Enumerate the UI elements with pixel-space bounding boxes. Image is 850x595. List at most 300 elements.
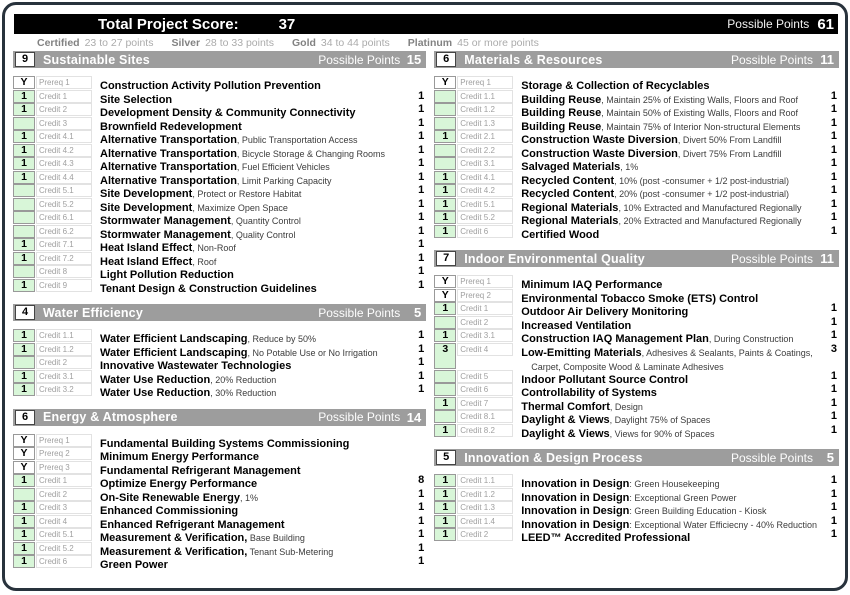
credit-label: Credit 8.2 — [457, 424, 513, 437]
credit-desc: , 10% (post -consumer + 1/2 post-industrial) — [614, 175, 789, 186]
credit-label: Credit 5.2 — [36, 198, 92, 211]
section — [434, 449, 839, 542]
credit-line1 — [521, 343, 813, 360]
score-cell[interactable]: 1 — [434, 302, 456, 315]
credit-row — [13, 488, 426, 502]
score-cell[interactable]: 1 — [434, 171, 456, 184]
score-cell[interactable] — [13, 265, 35, 278]
credit-row — [434, 343, 839, 370]
credit-label: Credit 7.2 — [36, 252, 92, 265]
credit-points: 1 — [418, 224, 425, 237]
section — [434, 51, 839, 241]
credit-row — [434, 225, 839, 239]
credit-desc: , Bicycle Storage & Changing Rooms — [236, 148, 385, 159]
credit-desc: , Divert 50% From Landfill — [677, 135, 782, 145]
credit-points: 1 — [418, 369, 425, 382]
credit-label: Credit 6 — [457, 225, 513, 238]
section-rows — [434, 76, 839, 241]
score-cell[interactable]: 1 — [434, 501, 456, 514]
credit-text — [513, 225, 817, 243]
credit-title: On-Site Renewable Energy — [100, 491, 240, 504]
credit-row — [434, 410, 839, 424]
credit-label: Credit 1.3 — [457, 117, 513, 130]
credit-points: 1 — [418, 528, 425, 540]
score-cell[interactable] — [13, 198, 35, 211]
section-possible-points-value: 14 — [406, 409, 422, 425]
section-score-box: 4 — [15, 305, 35, 320]
score-cell[interactable]: 1 — [434, 130, 456, 143]
credit-label: Credit 2 — [457, 528, 513, 541]
credit-points: 1 — [830, 383, 837, 395]
credit-desc: , Reduce by 50% — [247, 334, 317, 344]
credit-label: Prereq 2 — [457, 289, 513, 302]
credit-label: Credit 4.1 — [457, 171, 513, 184]
section-header-bar — [13, 409, 426, 426]
credit-label: Credit 2 — [36, 103, 92, 116]
credit-title: Innovation in Design — [521, 491, 630, 504]
score-cell[interactable] — [434, 410, 456, 423]
credit-title: Certified Wood — [521, 228, 600, 241]
credit-points: 1 — [830, 329, 837, 341]
credit-title: Measurement & Verification, — [100, 545, 248, 558]
credit-label: Credit 3.1 — [457, 157, 513, 170]
credit-row — [13, 144, 426, 158]
credit-row — [13, 343, 426, 357]
score-cell[interactable]: 1 — [434, 198, 456, 211]
credit-label: Credit 4.4 — [36, 171, 92, 184]
score-cell[interactable]: 1 — [434, 211, 456, 224]
score-cell[interactable]: 1 — [434, 528, 456, 541]
total-score-bar — [14, 14, 838, 34]
credit-line1 — [100, 279, 317, 296]
credit-title: Recycled Content — [521, 174, 615, 187]
credit-label: Credit 1 — [36, 90, 92, 103]
credit-points: 1 — [830, 130, 837, 142]
score-cell[interactable]: 1 — [13, 370, 35, 383]
credit-title: Minimum Energy Performance — [100, 451, 259, 463]
credit-points: 1 — [830, 224, 837, 237]
section-header-bar — [434, 449, 839, 466]
credit-row — [434, 329, 839, 343]
section-header-bar — [13, 51, 426, 68]
score-cell[interactable]: Y — [434, 275, 456, 288]
credit-desc: , No Potable Use or No Irrigation — [247, 347, 378, 358]
section-possible-points-value: 11 — [820, 52, 834, 67]
credit-title: Innovative Wastewater Technologies — [100, 360, 292, 372]
score-cell[interactable]: 1 — [434, 184, 456, 197]
score-cell[interactable]: 1 — [434, 474, 456, 487]
credit-label: Credit 5 — [457, 370, 513, 383]
credit-row — [434, 289, 839, 303]
credit-row — [434, 171, 839, 185]
score-cell[interactable]: 1 — [13, 383, 35, 396]
credit-title: Increased Ventilation — [521, 319, 632, 332]
score-cell[interactable]: 1 — [434, 515, 456, 528]
section-header-bar — [13, 304, 426, 321]
credit-title: Innovation in Design — [521, 505, 630, 517]
score-cell[interactable]: 1 — [13, 343, 35, 356]
credit-title: Enhanced Refrigerant Management — [100, 518, 285, 531]
credit-label: Prereq 2 — [36, 447, 92, 460]
credit-title: Recycled Content — [521, 188, 615, 200]
credit-points: 1 — [418, 383, 425, 395]
credit-row — [13, 370, 426, 384]
credit-desc: , Maintain 50% of Existing Walls, Floors and Roof — [601, 108, 799, 118]
score-cell[interactable]: 1 — [13, 528, 35, 541]
credit-points: 1 — [418, 130, 425, 142]
score-cell[interactable]: Y — [434, 289, 456, 302]
credit-desc: , Daylight 75% of Spaces — [609, 415, 711, 425]
credit-label: Credit 1 — [36, 474, 92, 487]
score-cell[interactable]: 1 — [434, 225, 456, 238]
credit-title: Alternative Transportation — [100, 161, 237, 173]
credit-title: Development Density & Community Connectivity — [100, 107, 356, 119]
credit-points: 1 — [418, 197, 425, 210]
credit-row — [13, 171, 426, 185]
credit-points: 1 — [830, 157, 837, 169]
credit-label: Credit 9 — [36, 279, 92, 292]
credit-desc: , Divert 75% From Landfill — [677, 148, 782, 159]
credit-title: Innovation in Design — [521, 478, 630, 490]
credit-points: 1 — [418, 265, 425, 277]
credit-title: Tenant Design & Construction Guidelines — [100, 282, 317, 295]
credit-points: 1 — [830, 211, 837, 223]
score-cell[interactable] — [434, 383, 456, 396]
credit-points: 1 — [418, 541, 425, 554]
credit-label: Credit 4.3 — [36, 157, 92, 170]
credit-desc: , 1% — [239, 492, 258, 503]
credit-title: Stormwater Management — [100, 215, 231, 227]
credit-title: Measurement & Verification, — [100, 532, 248, 544]
credit-title: Minimum IAQ Performance — [521, 279, 663, 291]
credit-label: Credit 1.2 — [36, 343, 92, 356]
score-cell[interactable]: Y — [434, 76, 456, 89]
credit-label: Credit 6.1 — [36, 211, 92, 224]
credit-desc: , 20% Extracted and Manufactured Regionally — [618, 216, 802, 226]
score-cell[interactable]: Y — [13, 434, 35, 447]
credit-desc: , 10% Extracted and Manufactured Regionally — [618, 202, 802, 213]
credit-desc: , 20% (post -consumer + 1/2 post-industrial) — [614, 189, 789, 199]
credit-points: 1 — [418, 251, 425, 264]
score-cell[interactable] — [434, 144, 456, 157]
section-possible-points-label: Possible Points — [318, 52, 401, 67]
credit-row — [13, 117, 426, 131]
score-cell[interactable]: 1 — [13, 103, 35, 116]
total-possible-points-value: 61 — [817, 15, 834, 33]
credit-row — [434, 474, 839, 488]
score-cell[interactable]: 1 — [13, 90, 35, 103]
credit-row — [434, 130, 839, 144]
credit-row — [13, 356, 426, 370]
credit-label: Credit 6 — [457, 383, 513, 396]
score-cell[interactable] — [434, 370, 456, 383]
credit-label: Credit 6 — [36, 555, 92, 568]
credit-label: Credit 4 — [36, 515, 92, 528]
credit-label: Credit 4.1 — [36, 130, 92, 143]
score-cell[interactable]: 1 — [434, 397, 456, 410]
credit-points: 1 — [830, 184, 837, 196]
credit-points: 1 — [830, 143, 837, 156]
credit-row — [13, 157, 426, 171]
credit-desc: , Fuel Efficient Vehicles — [236, 162, 330, 172]
cert-level-range: 28 to 33 points — [205, 36, 274, 49]
credit-points: 1 — [418, 143, 425, 156]
credit-title: Salvaged Materials — [521, 161, 621, 173]
credit-points: 1 — [830, 528, 837, 540]
credit-row — [13, 225, 426, 239]
credit-points: 1 — [418, 116, 425, 129]
credit-title: Stormwater Management — [100, 228, 231, 241]
credit-title: Fundamental Building Systems Commissioning — [100, 437, 350, 450]
credit-title: Daylight & Views — [521, 427, 610, 440]
credit-label: Prereq 1 — [457, 76, 513, 89]
certification-levels-row — [37, 35, 839, 50]
credit-row — [13, 265, 426, 279]
cert-level-gold — [292, 37, 390, 49]
credit-label: Credit 1.1 — [36, 329, 92, 342]
credit-row — [13, 90, 426, 104]
credit-title: Storage & Collection of Recyclables — [521, 80, 710, 92]
credit-label: Credit 5.2 — [457, 211, 513, 224]
credit-label: Credit 3 — [36, 117, 92, 130]
credit-desc: : Exceptional Green Power — [629, 492, 737, 503]
section — [434, 250, 839, 440]
credit-title: Construction Waste Diversion — [521, 147, 678, 160]
credit-desc: , Adhesives & Sealants, Paints & Coatings, — [641, 347, 813, 358]
score-cell[interactable] — [13, 488, 35, 501]
credit-row — [434, 144, 839, 158]
credit-row — [434, 370, 839, 384]
credit-text — [513, 528, 817, 546]
section-rows — [13, 76, 426, 295]
score-cell[interactable] — [434, 316, 456, 329]
score-cell[interactable]: 1 — [13, 144, 35, 157]
credit-row — [434, 528, 839, 542]
credit-line1 — [521, 528, 690, 545]
section-score-box: 6 — [15, 410, 35, 425]
credit-text — [513, 424, 817, 442]
credit-label: Credit 3 — [36, 501, 92, 514]
credit-text — [92, 555, 404, 573]
score-cell[interactable]: 1 — [13, 501, 35, 514]
section-possible-points-value: 15 — [406, 52, 422, 67]
credit-label: Credit 7 — [457, 397, 513, 410]
section — [13, 304, 426, 397]
credit-points: 1 — [830, 103, 837, 115]
credit-row — [13, 434, 426, 448]
section-title: Innovation & Design Process — [464, 450, 643, 465]
credit-desc: , Roof — [192, 256, 217, 267]
score-cell[interactable]: 1 — [13, 555, 35, 568]
score-cell[interactable]: 1 — [13, 515, 35, 528]
credit-label: Credit 5.2 — [36, 542, 92, 555]
score-cell[interactable]: 1 — [434, 329, 456, 342]
credit-title: Thermal Comfort — [521, 400, 610, 413]
credit-title: Water Efficient Landscaping — [100, 346, 248, 359]
score-cell[interactable] — [13, 117, 35, 130]
score-cell[interactable]: 1 — [13, 542, 35, 555]
cert-level-range: 23 to 27 points — [84, 36, 154, 49]
cert-level-name: Certified — [37, 36, 80, 49]
section-title: Sustainable Sites — [43, 52, 150, 67]
score-cell[interactable]: 1 — [434, 488, 456, 501]
credit-row — [13, 461, 426, 475]
credit-points: 1 — [418, 103, 425, 115]
credit-title: Controllability of Systems — [521, 387, 657, 399]
score-cell[interactable] — [434, 103, 456, 116]
score-cell[interactable] — [13, 211, 35, 224]
score-cell[interactable]: 1 — [13, 474, 35, 487]
score-cell[interactable]: 1 — [13, 329, 35, 342]
credit-points: 1 — [830, 89, 837, 102]
credit-row — [13, 474, 426, 488]
section-header-bar — [434, 250, 839, 267]
section-header-bar — [434, 51, 839, 68]
credit-points: 1 — [830, 116, 837, 129]
score-cell[interactable]: 3 — [434, 343, 456, 369]
credit-title: Building Reuse — [521, 120, 602, 133]
credit-points: 1 — [830, 369, 837, 382]
credit-label: Credit 4.2 — [36, 144, 92, 157]
credit-label: Credit 2.1 — [457, 130, 513, 143]
score-cell[interactable] — [434, 157, 456, 170]
credit-row — [434, 90, 839, 104]
total-possible-points-label: Possible Points — [727, 17, 810, 31]
credit-title: Light Pollution Reduction — [100, 269, 234, 281]
total-score-title: Total Project Score: — [98, 15, 239, 33]
credit-desc: , Maximize Open Space — [192, 202, 288, 213]
credit-desc: Tenant Sub-Metering — [247, 546, 334, 557]
credit-label: Prereq 1 — [36, 434, 92, 447]
score-cell[interactable] — [13, 184, 35, 197]
credit-title: Fundamental Refrigerant Management — [100, 464, 301, 477]
credit-row — [13, 515, 426, 529]
credit-points: 1 — [418, 555, 425, 567]
score-cell[interactable]: 1 — [13, 130, 35, 143]
score-cell[interactable]: 1 — [13, 279, 35, 292]
score-cell[interactable] — [13, 225, 35, 238]
credit-points: 1 — [830, 410, 837, 422]
credit-points: 1 — [830, 474, 837, 486]
score-cell[interactable]: 1 — [434, 424, 456, 437]
section — [13, 409, 426, 569]
credit-label: Credit 2.2 — [457, 144, 513, 157]
credit-title: Outdoor Air Delivery Monitoring — [521, 306, 689, 318]
credit-row — [13, 279, 426, 293]
section-rows — [434, 275, 839, 440]
credit-title: Building Reuse — [521, 93, 602, 106]
credit-title: Site Selection — [100, 93, 173, 106]
credit-points: 1 — [418, 514, 425, 527]
credit-row — [13, 211, 426, 225]
score-cell[interactable]: Y — [13, 461, 35, 474]
credit-label: Credit 4 — [457, 343, 513, 356]
credit-title: Site Development — [100, 201, 193, 214]
credit-label: Credit 1.2 — [457, 103, 513, 116]
score-cell[interactable]: 1 — [13, 238, 35, 251]
credit-title: Alternative Transportation — [100, 147, 237, 160]
credit-row — [434, 117, 839, 131]
credit-row — [13, 501, 426, 515]
credit-desc: , 30% Reduction — [210, 388, 277, 398]
credit-text — [92, 383, 404, 401]
score-cell[interactable] — [434, 117, 456, 130]
score-cell[interactable]: 1 — [13, 157, 35, 170]
credit-line1 — [100, 383, 276, 400]
credit-desc: : Green Housekeeping — [629, 479, 720, 489]
scorecard-columns — [13, 51, 839, 581]
credit-title: Water Efficient Landscaping — [100, 333, 248, 345]
credit-points: 1 — [418, 211, 425, 223]
leed-scorecard-page — [2, 2, 848, 591]
credit-title: Construction Activity Pollution Prevention — [100, 80, 321, 92]
credit-text — [92, 279, 404, 297]
credit-row — [13, 198, 426, 212]
credit-title: LEED™ Accredited Professional — [521, 532, 691, 544]
credit-row — [434, 157, 839, 171]
score-cell[interactable]: 1 — [13, 171, 35, 184]
credit-row — [13, 555, 426, 569]
score-cell[interactable]: Y — [13, 447, 35, 460]
score-cell[interactable]: Y — [13, 76, 35, 89]
credit-row — [434, 211, 839, 225]
credit-points: 1 — [418, 238, 425, 250]
credit-desc: , Quantity Control — [230, 216, 301, 226]
credit-points: 1 — [830, 315, 837, 328]
credit-points: 1 — [830, 423, 837, 436]
credit-desc: Base Building — [247, 533, 305, 543]
credit-row — [434, 302, 839, 316]
credit-row — [13, 329, 426, 343]
credit-line1 — [521, 225, 599, 242]
cert-level-name: Platinum — [407, 36, 453, 49]
cert-level-range: 45 or more points — [457, 36, 539, 49]
score-cell[interactable] — [434, 90, 456, 103]
credit-title: Water Use Reduction — [100, 373, 211, 386]
section-score-box: 6 — [436, 52, 456, 67]
section-possible-points-value: 5 — [826, 450, 834, 465]
credit-points: 1 — [830, 501, 837, 513]
score-cell[interactable] — [13, 356, 35, 369]
credit-label: Credit 1.1 — [457, 90, 513, 103]
credit-label: Credit 6.2 — [36, 225, 92, 238]
cert-level-platinum — [408, 37, 539, 49]
credit-row — [13, 447, 426, 461]
credit-row — [13, 184, 426, 198]
section-score-box: 9 — [15, 52, 35, 67]
credit-title: Construction Waste Diversion — [521, 134, 678, 146]
credit-label: Credit 1.4 — [457, 515, 513, 528]
score-cell[interactable]: 1 — [13, 252, 35, 265]
credit-row — [434, 103, 839, 117]
credit-title: Water Use Reduction — [100, 387, 211, 399]
credit-title: Regional Materials — [521, 201, 619, 214]
section-possible-points-label: Possible Points — [730, 52, 813, 67]
section-possible-points-label: Possible Points — [318, 305, 401, 320]
credit-points: 8 — [418, 474, 425, 486]
section-possible-points-value: 11 — [820, 251, 834, 266]
credit-points: 1 — [418, 501, 425, 513]
credit-row — [13, 528, 426, 542]
credit-title: Optimize Energy Performance — [100, 478, 258, 490]
credit-label: Credit 5.1 — [36, 184, 92, 197]
credit-points: 1 — [418, 184, 425, 196]
credit-desc: , 20% Reduction — [210, 374, 277, 385]
credit-title: Regional Materials — [521, 215, 619, 227]
credit-desc: , Maintain 25% of Existing Walls, Floors and Roof — [601, 94, 799, 105]
credit-label: Credit 1 — [457, 302, 513, 315]
section-score-box: 7 — [436, 251, 456, 266]
